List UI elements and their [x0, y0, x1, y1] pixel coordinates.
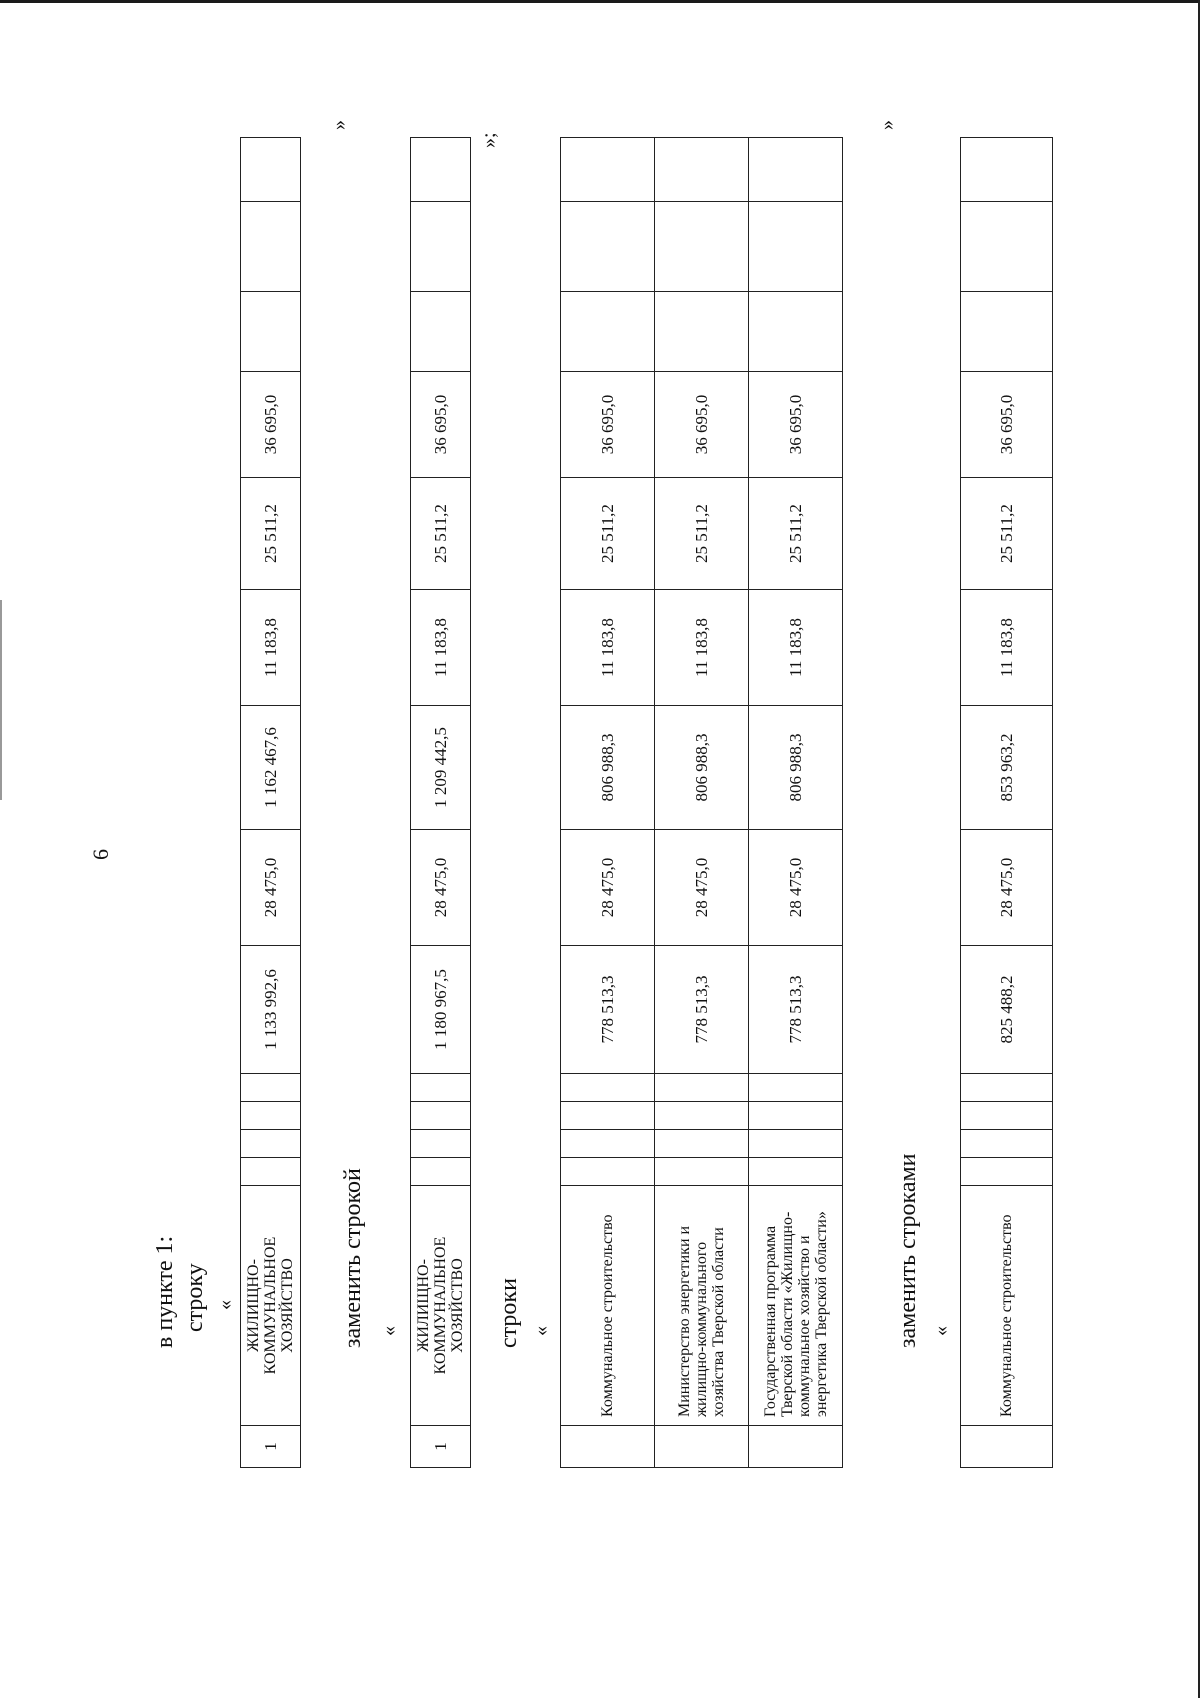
row-name-cell: ЖИЛИЩНО-КОММУНАЛЬНОЕ ХОЗЯЙСТВО	[241, 1186, 301, 1426]
value-6-cell: 36 695,0	[749, 372, 843, 478]
empty-cell	[241, 138, 301, 202]
value-6-cell: 36 695,0	[655, 372, 749, 478]
intro-line-2: строку	[182, 1263, 208, 1332]
label-replace-row: заменить строкой	[340, 1168, 366, 1348]
code-cell	[561, 1130, 655, 1158]
code-cell	[561, 1102, 655, 1130]
empty-cell	[749, 138, 843, 202]
value-3-cell: 806 988,3	[561, 706, 655, 830]
empty-cell	[655, 292, 749, 372]
open-quote-1: «	[214, 1300, 236, 1310]
empty-cell	[961, 292, 1053, 372]
code-cell	[411, 1074, 471, 1102]
table-row	[411, 138, 471, 1468]
row-name-cell: Государственная программа Тверской области «Жилищно-коммунальное хозяйство и энергетика Тверской области»	[749, 1186, 843, 1426]
code-cell	[749, 1074, 843, 1102]
value-6-cell: 36 695,0	[411, 372, 471, 478]
value-6-cell: 36 695,0	[561, 372, 655, 478]
code-cell	[411, 1102, 471, 1130]
value-2-cell: 28 475,0	[961, 830, 1053, 946]
code-cell	[411, 1158, 471, 1186]
table-2	[410, 137, 471, 1468]
code-cell	[241, 1074, 301, 1102]
row-name-cell: Министерство энергетики и жилищно-коммунального хозяйства Тверской области	[655, 1186, 749, 1426]
table-row	[655, 138, 749, 1468]
code-cell	[655, 1130, 749, 1158]
value-1-cell: 778 513,3	[561, 946, 655, 1074]
intro-block	[150, 1236, 210, 1348]
code-cell	[749, 1102, 843, 1130]
table-4	[960, 137, 1053, 1468]
code-cell	[561, 1158, 655, 1186]
code-cell	[961, 1074, 1053, 1102]
empty-cell	[561, 138, 655, 202]
empty-cell	[749, 202, 843, 292]
row-number-cell: 1	[241, 1426, 301, 1468]
value-5-cell: 25 511,2	[561, 478, 655, 590]
row-name-cell: Коммунальное строительство	[961, 1186, 1053, 1426]
table-row	[961, 138, 1053, 1468]
value-4-cell: 11 183,8	[411, 590, 471, 706]
value-5-cell: 25 511,2	[749, 478, 843, 590]
close-quote-3: »	[876, 120, 898, 130]
code-cell	[961, 1158, 1053, 1186]
row-number-cell	[749, 1426, 843, 1468]
value-4-cell: 11 183,8	[561, 590, 655, 706]
page-number: 6	[88, 849, 113, 860]
open-quote-4: «	[930, 1326, 952, 1336]
value-1-cell: 1 180 967,5	[411, 946, 471, 1074]
value-1-cell: 778 513,3	[749, 946, 843, 1074]
value-1-cell: 778 513,3	[655, 946, 749, 1074]
code-cell	[749, 1158, 843, 1186]
value-4-cell: 11 183,8	[961, 590, 1053, 706]
row-number-cell	[561, 1426, 655, 1468]
row-number-cell	[961, 1426, 1053, 1468]
value-6-cell: 36 695,0	[961, 372, 1053, 478]
code-cell	[241, 1130, 301, 1158]
empty-cell	[411, 202, 471, 292]
code-cell	[561, 1074, 655, 1102]
code-cell	[749, 1130, 843, 1158]
empty-cell	[749, 292, 843, 372]
row-number-cell: 1	[411, 1426, 471, 1468]
value-1-cell: 1 133 992,6	[241, 946, 301, 1074]
code-cell	[241, 1102, 301, 1130]
value-3-cell: 806 988,3	[749, 706, 843, 830]
value-4-cell: 11 183,8	[749, 590, 843, 706]
value-2-cell: 28 475,0	[561, 830, 655, 946]
label-replace-rows: заменить строками	[895, 1153, 921, 1348]
value-3-cell: 806 988,3	[655, 706, 749, 830]
empty-cell	[655, 202, 749, 292]
value-3-cell: 1 162 467,6	[241, 706, 301, 830]
empty-cell	[961, 138, 1053, 202]
value-2-cell: 28 475,0	[241, 830, 301, 946]
value-5-cell: 25 511,2	[655, 478, 749, 590]
empty-cell	[411, 292, 471, 372]
empty-cell	[241, 202, 301, 292]
table-row	[561, 138, 655, 1468]
value-4-cell: 11 183,8	[241, 590, 301, 706]
row-name-cell: Коммунальное строительство	[561, 1186, 655, 1426]
code-cell	[655, 1158, 749, 1186]
value-6-cell: 36 695,0	[241, 372, 301, 478]
empty-cell	[561, 202, 655, 292]
value-4-cell: 11 183,8	[655, 590, 749, 706]
code-cell	[961, 1130, 1053, 1158]
empty-cell	[561, 292, 655, 372]
code-cell	[961, 1102, 1053, 1130]
value-2-cell: 28 475,0	[411, 830, 471, 946]
row-name-cell: ЖИЛИЩНО-КОММУНАЛЬНОЕ ХОЗЯЙСТВО	[411, 1186, 471, 1426]
code-cell	[655, 1102, 749, 1130]
table-row	[749, 138, 843, 1468]
row-number-cell	[655, 1426, 749, 1468]
empty-cell	[655, 138, 749, 202]
value-3-cell: 853 963,2	[961, 706, 1053, 830]
table-row	[241, 138, 301, 1468]
empty-cell	[411, 138, 471, 202]
table-1	[240, 137, 301, 1468]
value-2-cell: 28 475,0	[655, 830, 749, 946]
close-quote-1: »	[328, 120, 350, 130]
value-3-cell: 1 209 442,5	[411, 706, 471, 830]
code-cell	[241, 1158, 301, 1186]
empty-cell	[961, 202, 1053, 292]
open-quote-3: «	[530, 1326, 552, 1336]
close-quote-semicolon: »;	[478, 132, 500, 148]
open-quote-2: «	[378, 1326, 400, 1336]
value-2-cell: 28 475,0	[749, 830, 843, 946]
intro-line-1: в пункте 1:	[152, 1235, 178, 1348]
value-5-cell: 25 511,2	[961, 478, 1053, 590]
code-cell	[655, 1074, 749, 1102]
code-cell	[411, 1130, 471, 1158]
value-1-cell: 825 488,2	[961, 946, 1053, 1074]
table-3	[560, 137, 843, 1468]
label-rows: строки	[496, 1278, 522, 1348]
value-5-cell: 25 511,2	[241, 478, 301, 590]
value-5-cell: 25 511,2	[411, 478, 471, 590]
empty-cell	[241, 292, 301, 372]
